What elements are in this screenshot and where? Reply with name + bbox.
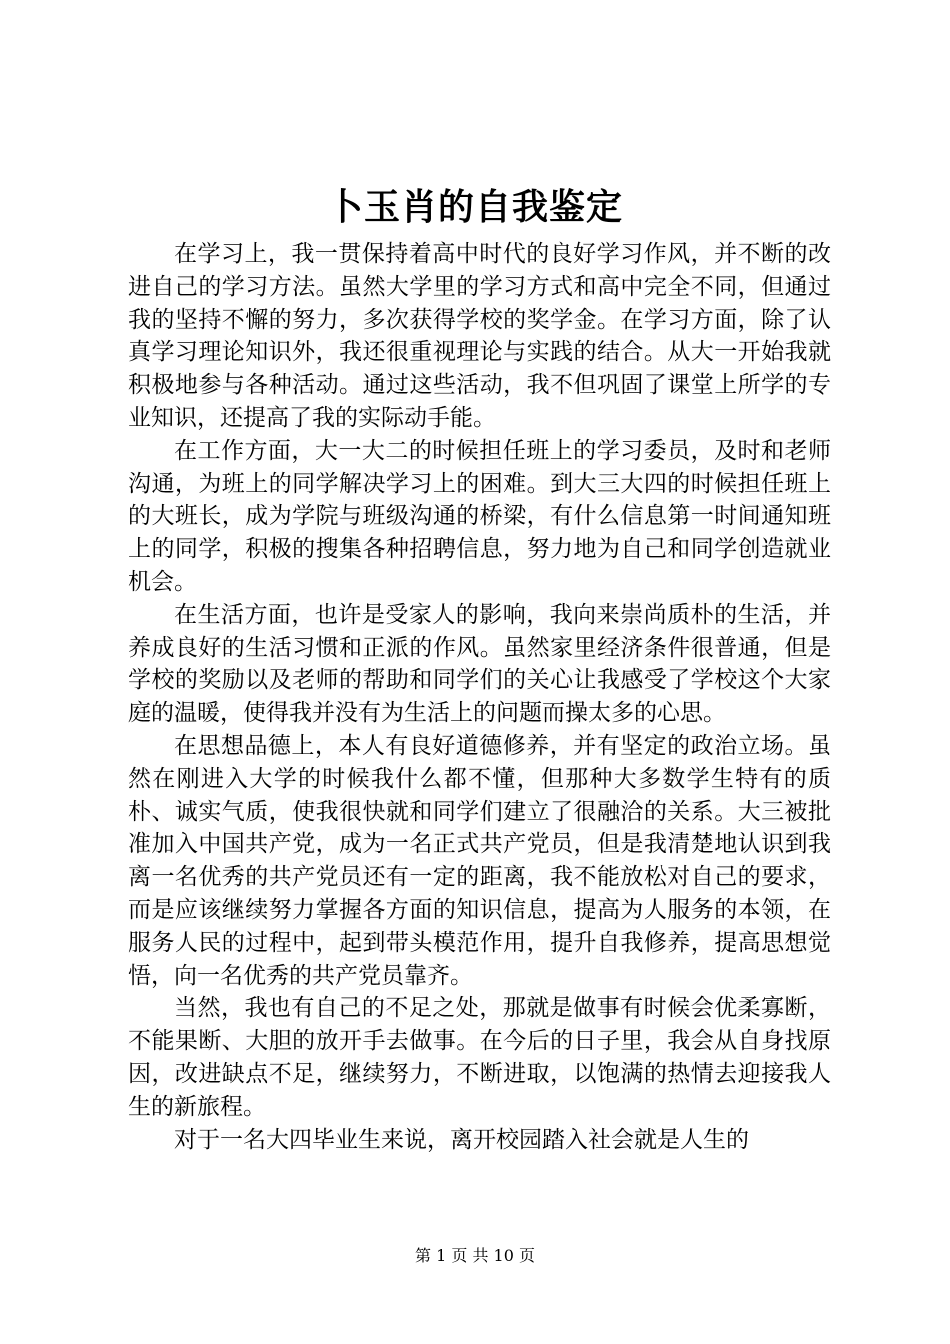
paragraph-study: 在学习上，我一贯保持着高中时代的良好学习作风，并不断的改进自己的学习方法。虽然大学里的学习方式和高中完全不同，但通过我的坚持不懈的努力，多次获得学校的奖学金。在学习方面，除了认真学习理论知识外，我还很重视理论与实践的结合。从大一开始我就积极地参与各种活动。通过这些活动，我不但巩固了课堂上所学的专业知识，还提高了我的实际动手能。 bbox=[128, 241, 831, 431]
paragraph-life: 在生活方面，也许是受家人的影响，我向来崇尚质朴的生活，并养成良好的生活习惯和正派的作风。虽然家里经济条件很普通，但是学校的奖励以及老师的帮助和同学们的关心让我感受了学校这个大家庭的温暖，使得我并没有为生活上的问题而操太多的心思。 bbox=[128, 601, 831, 727]
paragraph-ethics: 在思想品德上，本人有良好道德修养，并有坚定的政治立场。虽然在刚进入大学的时候我什么都不懂，但那种大多数学生特有的质朴、诚实气质，使我很快就和同学们建立了很融洽的关系。大三被批准加入中国共产党，成为一名正式共产党员，但是我清楚地认识到我离一名优秀的共产党员还有一定的距离，我不能放松对自己的要求，而是应该继续努力掌握各方面的知识信息，提高为人服务的本领，在服务人民的过程中，起到带头模范作用，提升自我修养，提高思想觉悟，向一名优秀的共产党员靠齐。 bbox=[128, 732, 831, 989]
page-footer: 第 1 页 共 10 页 bbox=[415, 1246, 535, 1265]
document-body bbox=[128, 238, 831, 1156]
document-title: 卜玉肖的自我鉴定 bbox=[326, 186, 623, 228]
paragraph-work: 在工作方面，大一大二的时候担任班上的学习委员，及时和老师沟通，为班上的同学解决学习上的困难。到大三大四的时候担任班上的大班长，成为学院与班级沟通的桥梁，有什么信息第一时间通知班上的同学，积极的搜集各种招聘信息，努力地为自己和同学创造就业机会。 bbox=[128, 437, 831, 595]
paragraph-shortcomings: 当然，我也有自己的不足之处，那就是做事有时候会优柔寡断，不能果断、大胆的放开手去做事。在今后的日子里，我会从自身找原因，改进缺点不足，继续努力，不断进取，以饱满的热情去迎接我人生的新旅程。 bbox=[128, 995, 831, 1120]
paragraph-graduation: 对于一名大四毕业生来说，离开校园踏入社会就是人生的 bbox=[174, 1126, 749, 1153]
